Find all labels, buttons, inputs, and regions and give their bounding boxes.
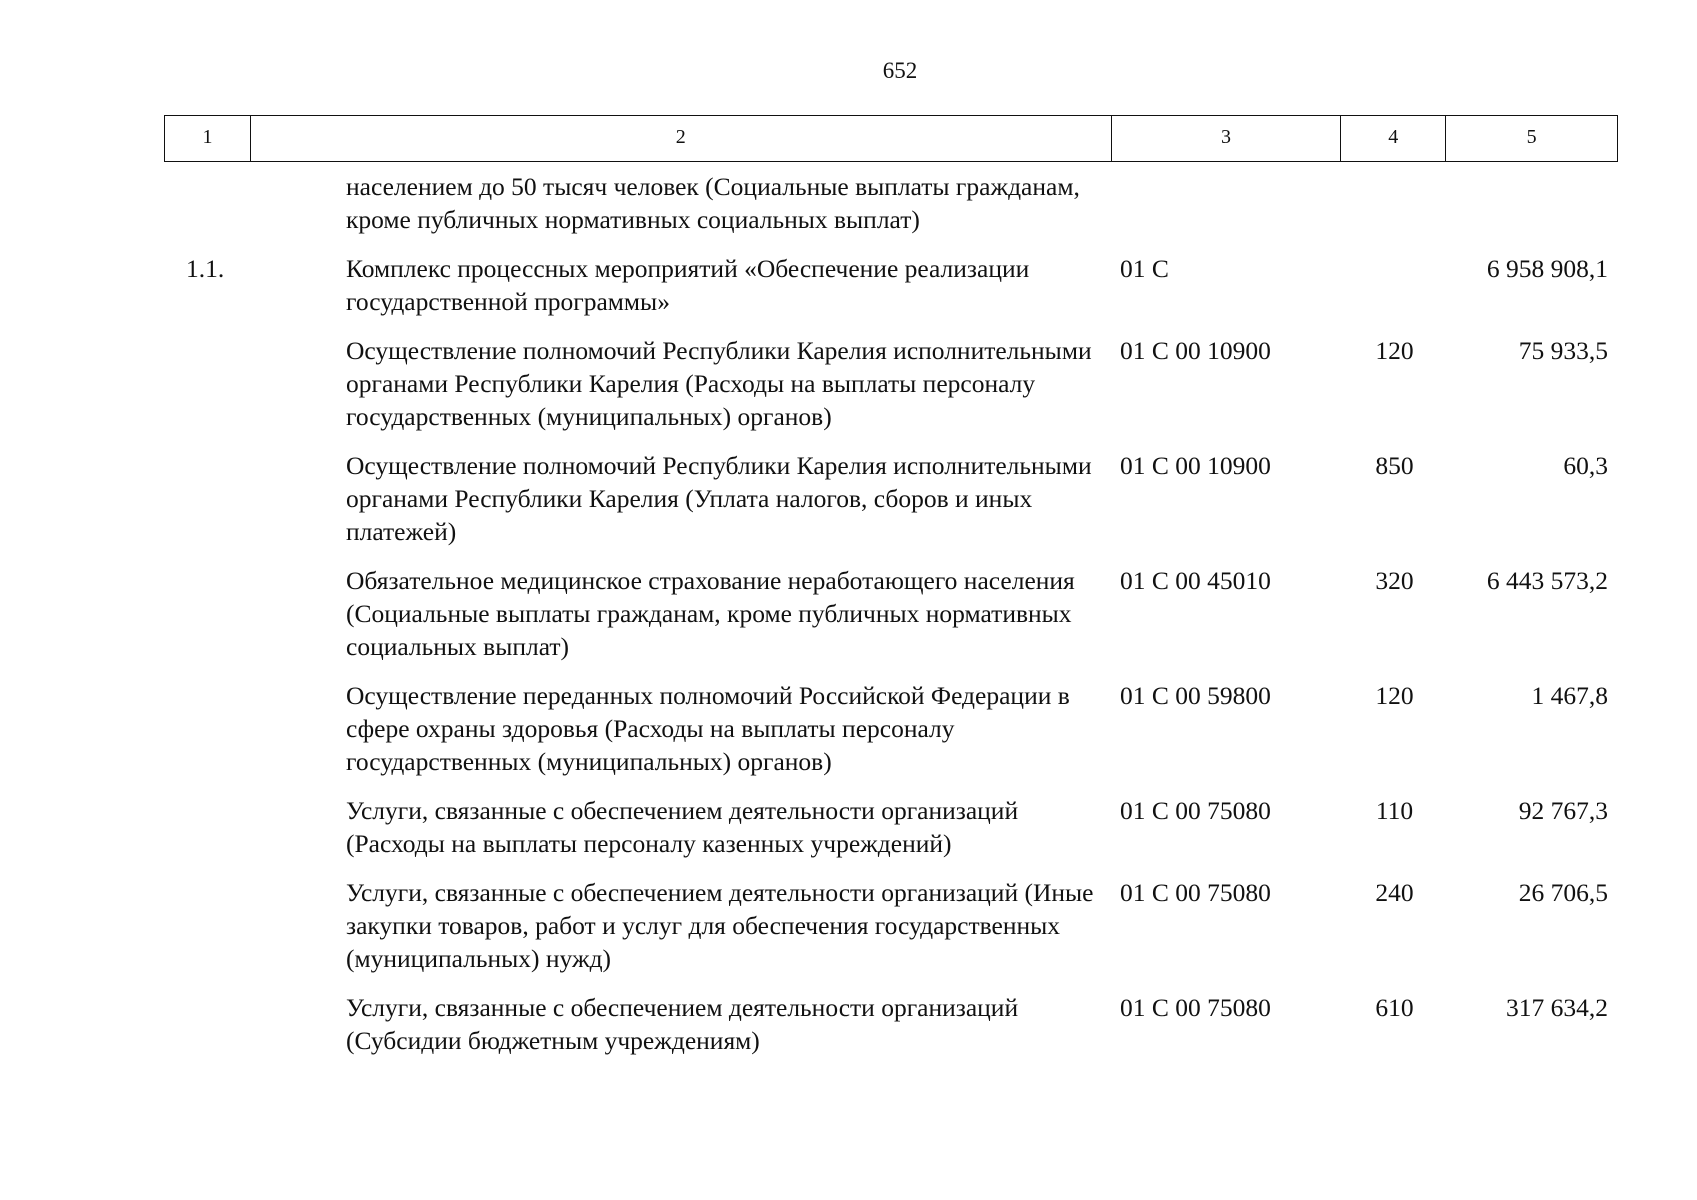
table-row [164, 334, 1618, 433]
table-header [164, 115, 1618, 162]
row-expense-type: 120 [1375, 336, 1414, 365]
row-target-code: 01 С 00 75080 [1120, 993, 1271, 1022]
row-amount [1447, 170, 1618, 236]
row-target-code: 01 С 00 10900 [1120, 336, 1271, 365]
header-col-4: 4 [1341, 116, 1446, 161]
row-amount: 6 958 908,1 [1486, 254, 1608, 283]
table-body [164, 170, 1618, 1073]
row-expense-type [1342, 252, 1447, 318]
row-number [164, 876, 250, 975]
table-row [164, 679, 1618, 778]
row-number [164, 679, 250, 778]
table-row [164, 876, 1618, 975]
row-expense-type: 120 [1375, 681, 1414, 710]
row-number [164, 991, 250, 1057]
row-name: Осуществление полномочий Республики Карелия исполнительными органами Республики Карелия (Уплата налогов, сборов и иных платежей) [346, 451, 1092, 546]
row-number: 1.1. [186, 254, 225, 283]
row-amount: 92 767,3 [1518, 796, 1608, 825]
row-expense-type: 110 [1375, 796, 1414, 825]
row-name: Комплекс процессных мероприятий «Обеспечение реализации государственной программы» [346, 254, 1030, 316]
row-target-code [1112, 170, 1342, 236]
row-amount: 75 933,5 [1518, 336, 1608, 365]
row-expense-type [1342, 170, 1447, 236]
table-row [164, 794, 1618, 860]
row-name: Осуществление полномочий Республики Карелия исполнительными органами Республики Карелия (Расходы на выплаты персоналу государственных (муниципальных) органов) [346, 336, 1092, 431]
table-row [164, 991, 1618, 1057]
row-number [164, 449, 250, 548]
row-name: Обязательное медицинское страхование неработающего населения (Социальные выплаты гражданам, кроме публичных нормативных социальных выплат) [346, 566, 1075, 661]
row-expense-type: 850 [1375, 451, 1414, 480]
row-amount: 60,3 [1563, 451, 1608, 480]
header-col-1: 1 [165, 116, 251, 161]
row-amount: 317 634,2 [1506, 993, 1608, 1022]
row-amount: 26 706,5 [1518, 878, 1608, 907]
header-col-3: 3 [1112, 116, 1342, 161]
row-expense-type: 320 [1375, 566, 1414, 595]
page-number: 652 [882, 58, 918, 83]
row-target-code: 01 С 00 10900 [1120, 451, 1271, 480]
row-amount: 1 467,8 [1531, 681, 1608, 710]
row-target-code: 01 С 00 75080 [1120, 796, 1271, 825]
table-row [164, 564, 1618, 663]
row-expense-type: 240 [1375, 878, 1414, 907]
row-target-code: 01 С [1120, 254, 1169, 283]
table-row [164, 252, 1618, 318]
row-amount: 6 443 573,2 [1486, 566, 1608, 595]
row-name: Осуществление переданных полномочий Российской Федерации в сфере охраны здоровья (Расходы на выплаты персоналу государственных (муниципальных) органов) [346, 681, 1070, 776]
row-number [164, 794, 250, 860]
row-number [164, 170, 250, 236]
row-name: населением до 50 тысяч человек (Социальные выплаты гражданам, кроме публичных нормативных социальных выплат) [346, 172, 1080, 234]
table-row [164, 449, 1618, 548]
row-target-code: 01 С 00 45010 [1120, 566, 1271, 595]
row-target-code: 01 С 00 75080 [1120, 878, 1271, 907]
row-number [164, 334, 250, 433]
row-expense-type: 610 [1375, 993, 1414, 1022]
header-col-2: 2 [251, 116, 1112, 161]
row-name: Услуги, связанные с обеспечением деятельности организаций (Субсидии бюджетным учреждениям) [346, 993, 1019, 1055]
row-number [164, 564, 250, 663]
row-name: Услуги, связанные с обеспечением деятельности организаций (Расходы на выплаты персоналу казенных учреждений) [346, 796, 1019, 858]
table-row [164, 170, 1618, 236]
row-target-code: 01 С 00 59800 [1120, 681, 1271, 710]
row-name: Услуги, связанные с обеспечением деятельности организаций (Иные закупки товаров, работ и услуг для обеспечения государственных (муниципальных) нужд) [346, 878, 1094, 973]
header-col-5: 5 [1526, 126, 1537, 148]
